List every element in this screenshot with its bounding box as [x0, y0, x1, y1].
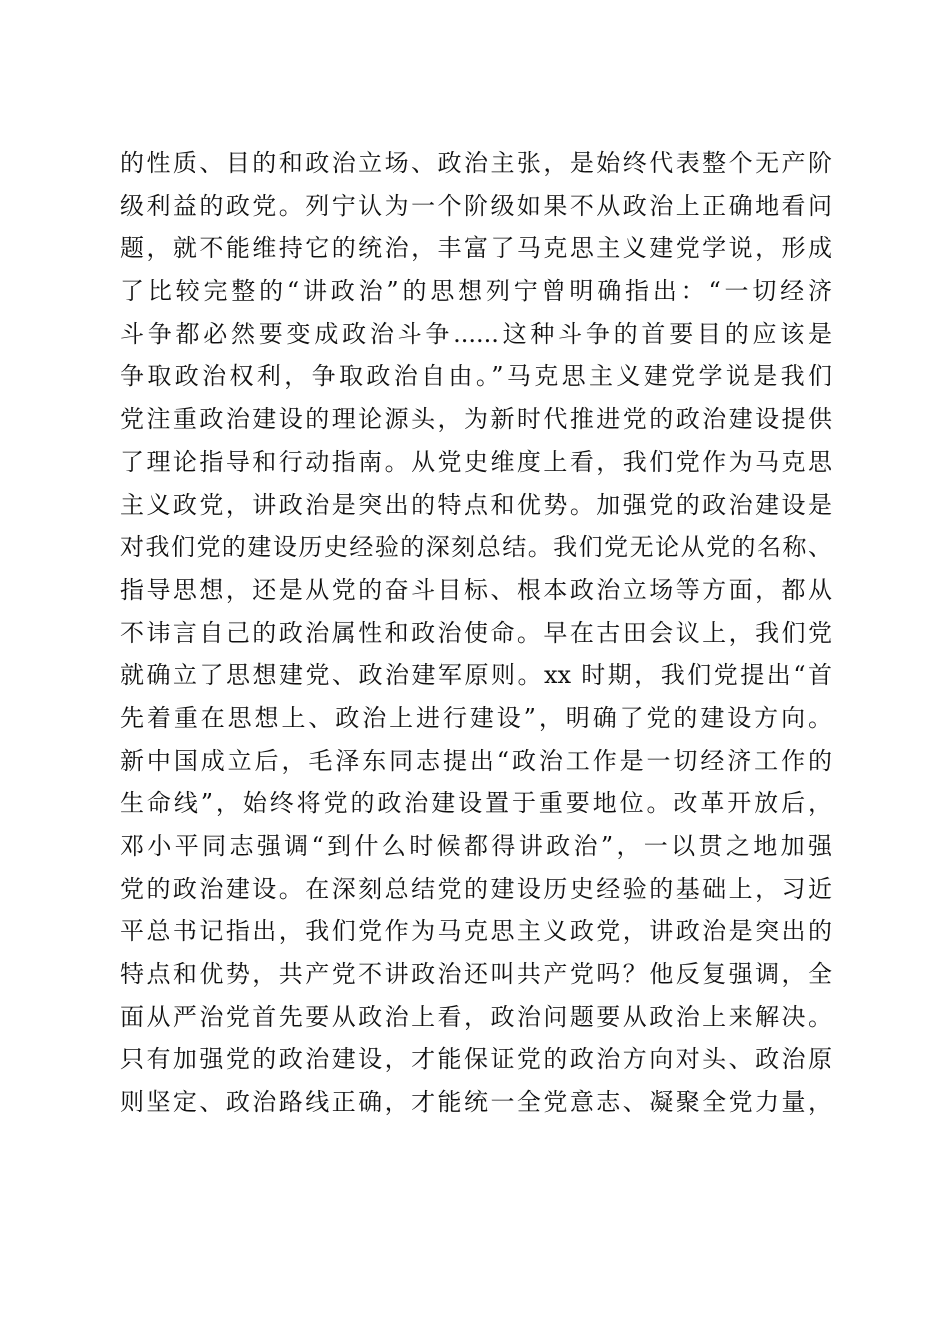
- text-line-15: 新中国成立后，毛泽东同志提出“政治工作是一切经济工作的: [120, 746, 832, 775]
- text-line-7: 党注重政治建设的理论源头，为新时代推进党的政治建设提供: [120, 405, 832, 434]
- text-line-9: 主义政党，讲政治是突出的特点和优势。加强党的政治建设是: [120, 490, 832, 519]
- text-line-21: 面从严治党首先要从政治上看，政治问题要从政治上来解决。: [120, 1002, 832, 1031]
- text-line-3: 题，就不能维持它的统治，丰富了马克思主义建党学说，形成: [120, 234, 832, 263]
- text-line-1: 的性质、目的和政治立场、政治主张，是始终代表整个无产阶: [120, 149, 832, 177]
- text-line-10: 对我们党的建设历史经验的深刻总结。我们党无论从党的名称、: [120, 533, 832, 562]
- text-line-18: 党的政治建设。在深刻总结党的建设历史经验的基础上，习近: [120, 874, 832, 903]
- text-line-11: 指导思想，还是从党的奋斗目标、根本政治立场等方面，都从: [120, 575, 832, 604]
- body-text: [120, 142, 832, 1124]
- text-line-22: 只有加强党的政治建设，才能保证党的政治方向对头、政治原: [120, 1045, 832, 1074]
- text-line-17: 邓小平同志强调“到什么时候都得讲政治”，一以贯之地加强: [120, 832, 832, 860]
- text-line-5: 斗争都必然要变成政治斗争......这种斗争的首要目的应该是: [120, 319, 832, 348]
- text-line-6: 争取政治权利，争取政治自由。”马克思主义建党学说是我们: [120, 362, 832, 391]
- text-line-8: 了理论指导和行动指南。从党史维度上看，我们党作为马克思: [120, 447, 832, 476]
- text-line-13: 就确立了思想建党、政治建军原则。xx 时期，我们党提出“首: [120, 661, 832, 690]
- text-line-23: 则坚定、政治路线正确，才能统一全党意志、凝聚全党力量，: [120, 1088, 832, 1117]
- text-line-14: 先着重在思想上、政治上进行建设”，明确了党的建设方向。: [120, 703, 832, 732]
- text-line-4: 了比较完整的“讲政治”的思想列宁曾明确指出：“一切经济: [120, 277, 832, 306]
- text-line-19: 平总书记指出，我们党作为马克思主义政党，讲政治是突出的: [120, 917, 832, 946]
- text-line-2: 级利益的政党。列宁认为一个阶级如果不从政治上正确地看问: [120, 191, 832, 220]
- text-line-16: 生命线”，始终将党的政治建设置于重要地位。改革开放后，: [120, 789, 832, 818]
- text-line-12: 不讳言自己的政治属性和政治使命。早在古田会议上，我们党: [120, 618, 832, 647]
- text-line-20: 特点和优势，共产党不讲政治还叫共产党吗？他反复强调，全: [120, 960, 832, 989]
